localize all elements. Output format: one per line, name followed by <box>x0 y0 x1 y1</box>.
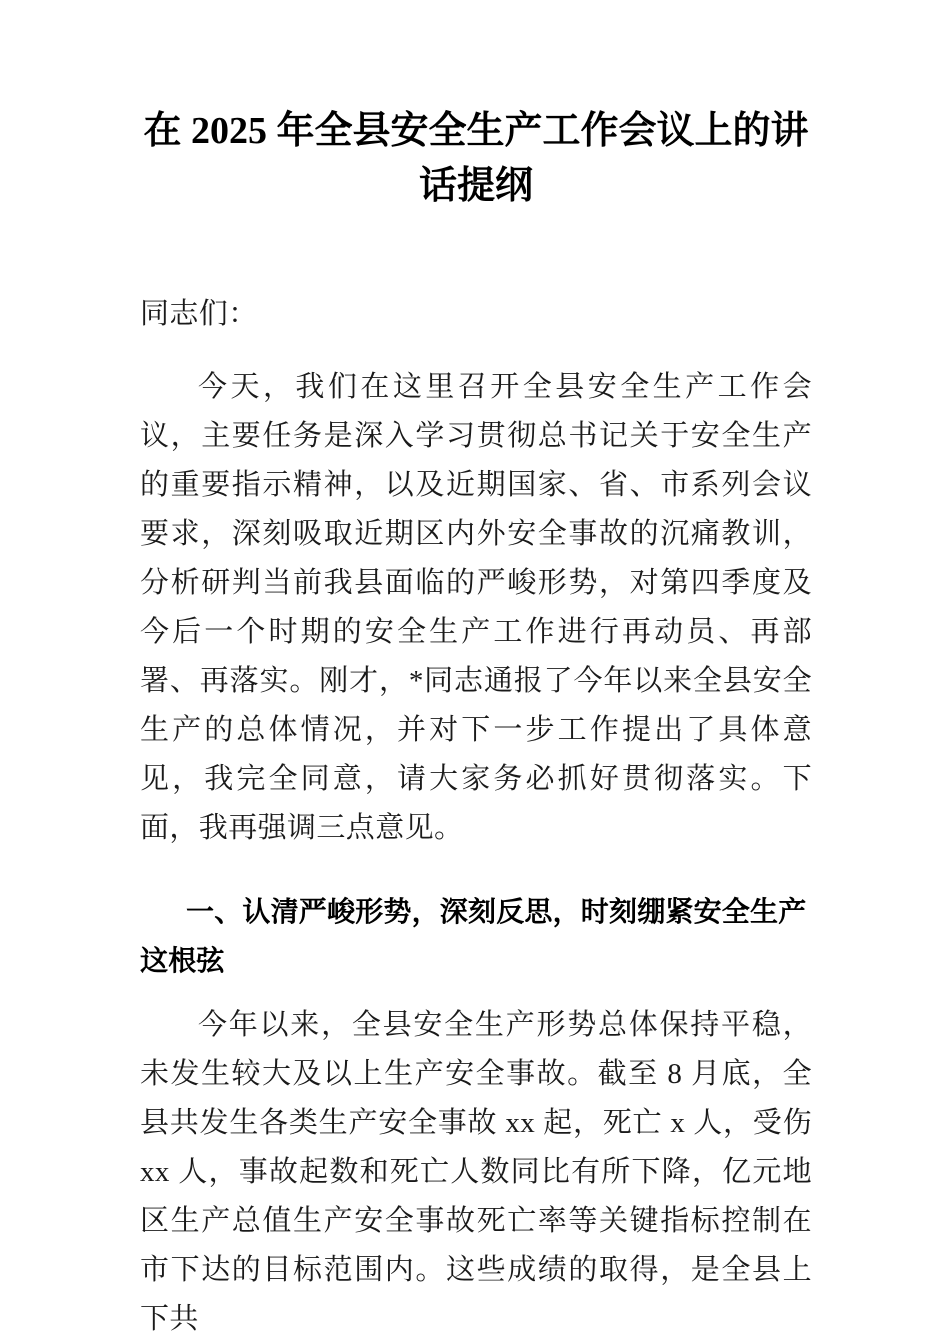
salutation: 同志们： <box>140 298 258 330</box>
document-title: 在 2025 年全县安全生产工作会议上的讲话提纲 <box>143 110 809 207</box>
spacer-after-section-heading <box>140 985 812 1001</box>
section-one-paragraph-one: 今年以来，全县安全生产形势总体保持平稳，未发生较大及以上生产安全事故。截至 8 月底，全县共发生各类生产安全事故 xx 起，死亡 x 人，受伤 xx 人，事故起数和死亡人数同比有所下降，亿元地区生产总值生产安全事故死亡率等关键指标控制在市下达的目标范围内。这些成绩的取得，是全县上下共 <box>140 1009 812 1335</box>
intro-paragraph: 今天，我们在这里召开全县安全生产工作会议，主要任务是深入学习贯彻总书记关于安全生产的重要指示精神，以及近期国家、省、市系列会议要求，深刻吸取近期区内外安全事故的沉痛教训，分析研判当前我县面临的严峻形势，对第四季度及今后一个时期的安全生产工作进行再动员、再部署、再落实。刚才，*同志通报了今年以来全县安全生产的总体情况，并对下一步工作提出了具体意见，我完全同意，请大家务必抓好贯彻落实。下面，我再强调三点意见。 <box>140 371 812 844</box>
section-heading-one: 一、认清严峻形势，深刻反思，时刻绷紧安全生产这根弦 <box>140 896 807 976</box>
spacer-after-salutation <box>140 339 812 363</box>
spacer-before-section-heading <box>140 853 812 887</box>
document-body <box>140 290 812 1344</box>
